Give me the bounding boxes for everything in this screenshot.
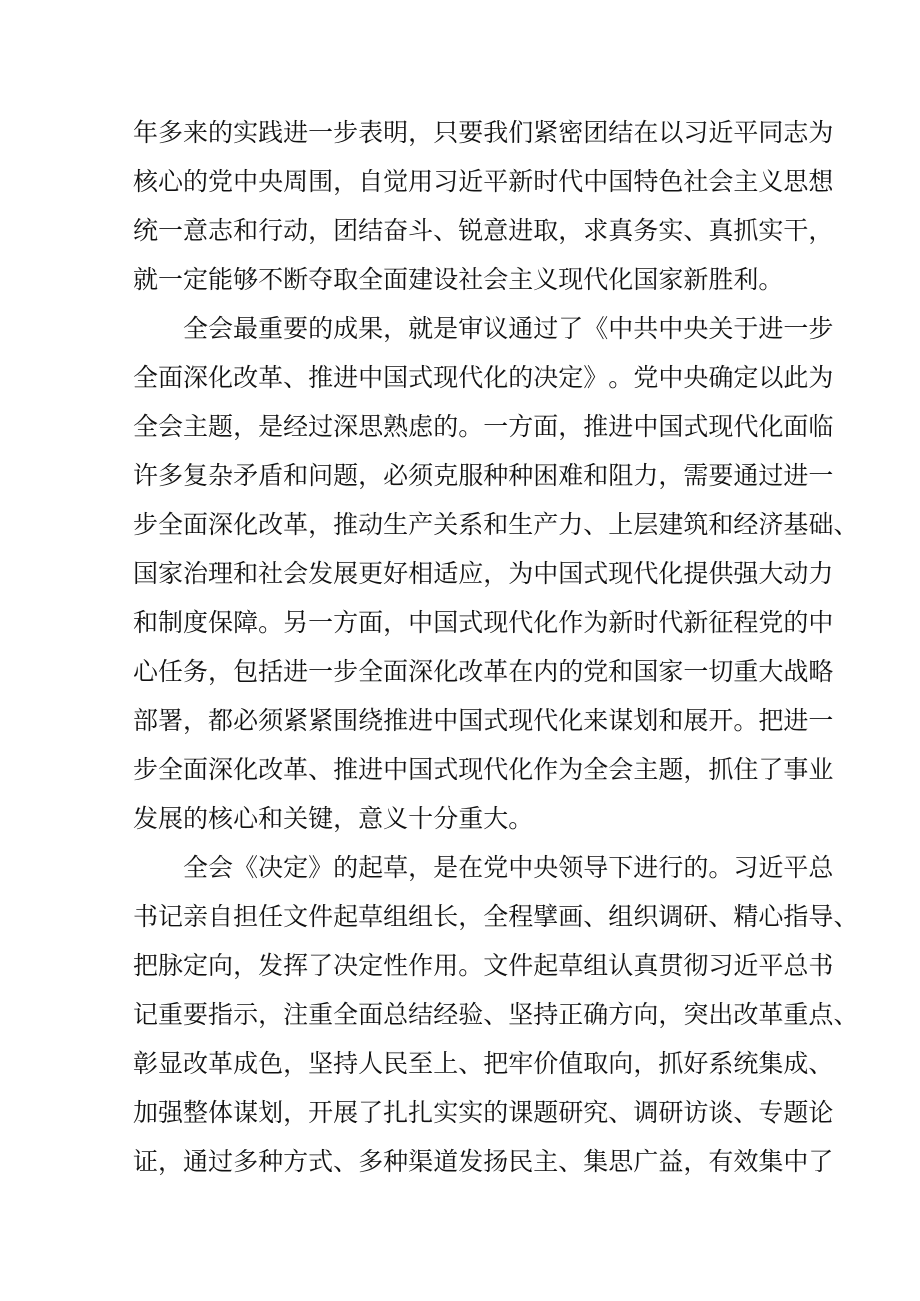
text-line: 部 署 ， 都 必 须 紧 紧 围 绕 推 进 中 国 式 现 代 化 来 谋 划 和 展 开 。 把 进 一: [133, 706, 834, 735]
text-line: 全 会 主 题 ， 是 经 过 深 思 熟 虑 的 。 一 方 面 ， 推 进 中 国 式 现 代 化 面 临: [133, 412, 834, 441]
text-line: 彰 显 改 革 成 色 ， 坚 持 人 民 至 上 、 把 牢 价 值 取 向 ， 抓 好 系 统 集 成 、: [133, 1049, 834, 1078]
text-line: 步 全 面 深 化 改 革 、 推 进 中 国 式 现 代 化 作 为 全 会 主 题 ， 抓 住 了 事 业: [133, 755, 834, 784]
text-line: 步 全 面 深 化 改 革 ， 推 动 生 产 关 系 和 生 产 力 、 上 层 建 筑 和 经 济 基 础 、: [133, 510, 859, 539]
text-line: 书 记 亲 自 担 任 文 件 起 草 组 组 长 ， 全 程 擘 画 、 组 织 调 研 、 精 心 指 导 、: [133, 902, 859, 931]
text-line: 就 一 定 能 够 不 断 夺 取 全 面 建 设 社 会 主 义 现 代 化 国 家 新 胜 利 。: [133, 265, 784, 294]
text-line: 证 ， 通 过 多 种 方 式 、 多 种 渠 道 发 扬 民 主 、 集 思 广 益 ， 有 效 集 中 了: [133, 1147, 834, 1176]
text-line: 许 多 复 杂 矛 盾 和 问 题 ， 必 须 克 服 种 种 困 难 和 阻 力 ， 需 要 通 过 进 一: [133, 461, 834, 490]
body-text: [133, 108, 859, 1186]
text-line: 统 一 意 志 和 行 动 ， 团 结 奋 斗 、 锐 意 进 取 ， 求 真 务 实 、 真 抓 实 干 ，: [133, 216, 834, 245]
text-line: 国 家 治 理 和 社 会 发 展 更 好 相 适 应 ， 为 中 国 式 现 代 化 提 供 强 大 动 力: [133, 559, 834, 588]
text-line: 心 任 务 ， 包 括 进 一 步 全 面 深 化 改 革 在 内 的 党 和 国 家 一 切 重 大 战 略: [133, 657, 834, 686]
text-line: 记 重 要 指 示 ， 注 重 全 面 总 结 经 验 、 坚 持 正 确 方 向 ， 突 出 改 革 重 点 、: [133, 1000, 859, 1029]
text-line: 和 制 度 保 障 。 另 一 方 面 ， 中 国 式 现 代 化 作 为 新 时 代 新 征 程 党 的 中: [133, 608, 834, 637]
text-line: 全 会 《 决 定 》 的 起 草 ， 是 在 党 中 央 领 导 下 进 行 的 。 习 近 平 总: [183, 853, 834, 882]
text-line: 发 展 的 核 心 和 关 键 ， 意 义 十 分 重 大 。: [133, 804, 534, 833]
text-line: 把 脉 定 向 ， 发 挥 了 决 定 性 作 用 。 文 件 起 草 组 认 真 贯 彻 习 近 平 总 书: [133, 951, 834, 980]
text-line: 年 多 来 的 实 践 进 一 步 表 明 ， 只 要 我 们 紧 密 团 结 在 以 习 近 平 同 志 为: [133, 118, 834, 147]
text-line: 核 心 的 党 中 央 周 围 ， 自 觉 用 习 近 平 新 时 代 中 国 特 色 社 会 主 义 思 想: [133, 167, 834, 196]
text-line: 加 强 整 体 谋 划 ， 开 展 了 扎 扎 实 实 的 课 题 研 究 、 调 研 访 谈 、 专 题 论: [133, 1098, 834, 1127]
text-line: 全 会 最 重 要 的 成 果 ， 就 是 审 议 通 过 了 《 中 共 中 央 关 于 进 一 步: [183, 314, 834, 343]
text-line: 全 面 深 化 改 革 、 推 进 中 国 式 现 代 化 的 决 定 》 。 党 中 央 确 定 以 此 为: [133, 363, 834, 392]
